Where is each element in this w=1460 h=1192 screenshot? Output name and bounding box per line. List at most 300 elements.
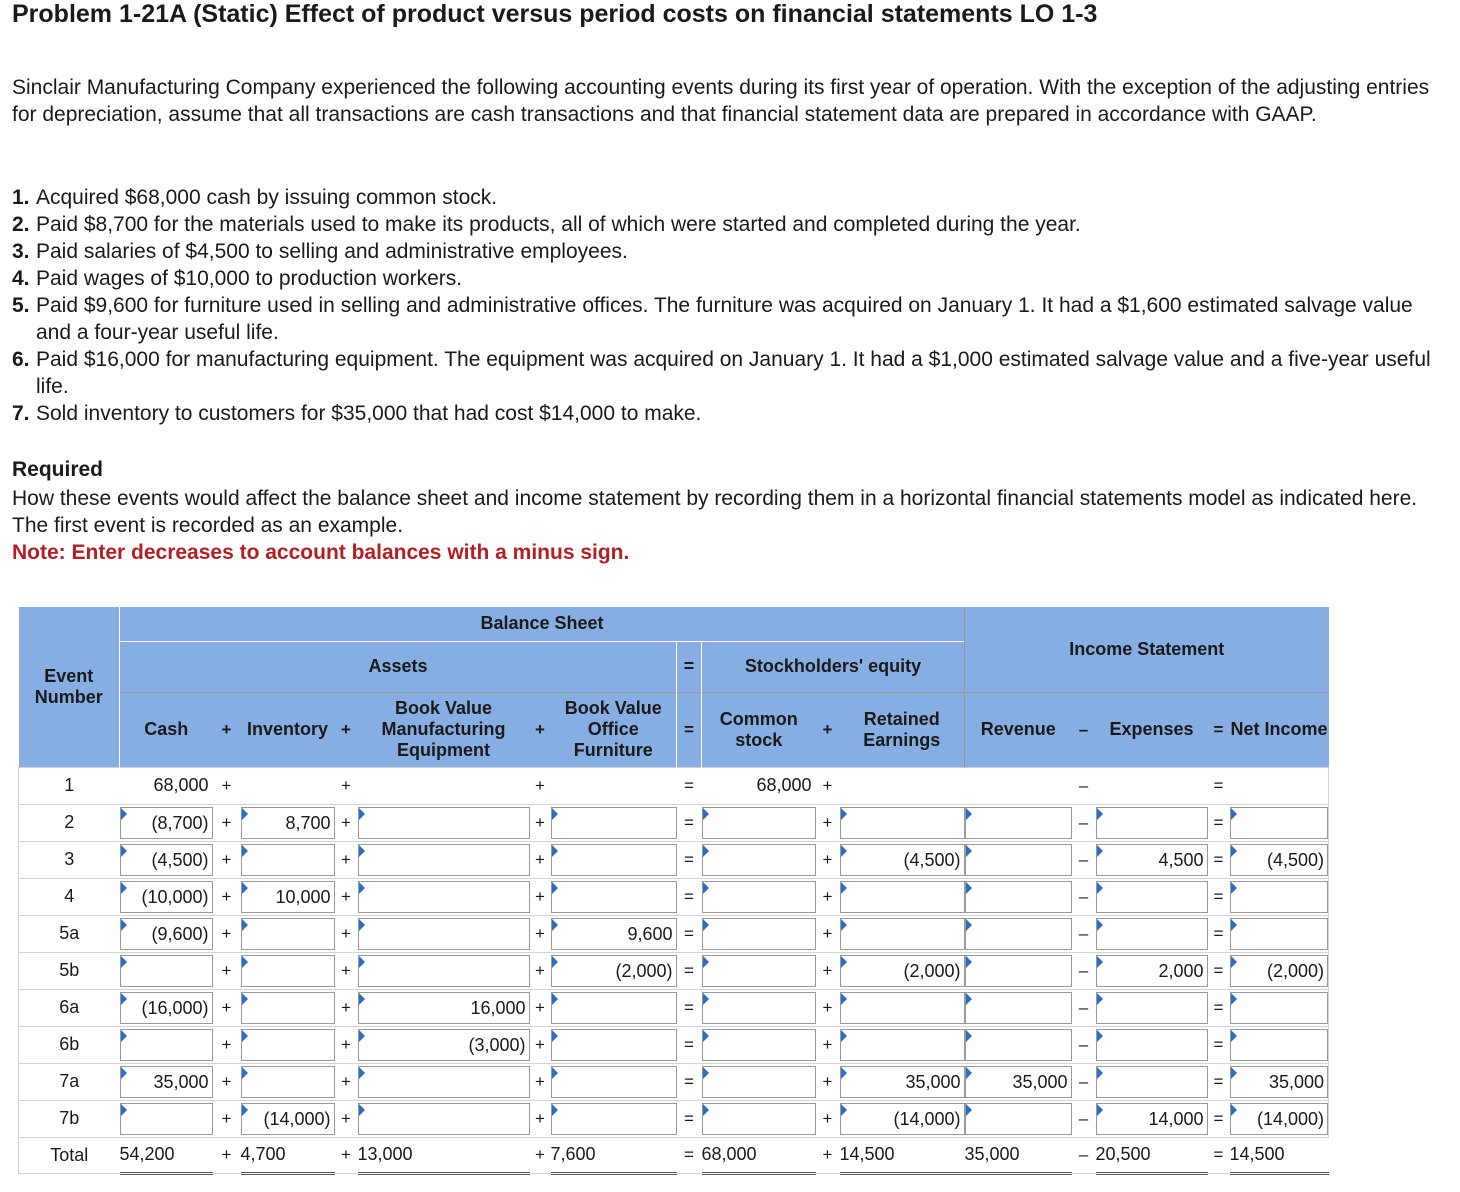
expenses-input[interactable] xyxy=(1096,992,1208,1024)
retained-earnings-input[interactable] xyxy=(840,1066,965,1098)
expenses-cell xyxy=(1096,989,1208,1026)
equals-operator: = xyxy=(677,989,702,1026)
inventory-input[interactable] xyxy=(241,881,335,913)
event-number-cell: 6a xyxy=(19,989,120,1026)
net-income-input[interactable] xyxy=(1230,1103,1329,1135)
equals-operator: = xyxy=(1208,915,1230,952)
input-value: 2,000 xyxy=(1158,960,1204,981)
stockholders-equity-header: Stockholders' equity xyxy=(702,641,965,692)
cash-input[interactable] xyxy=(120,918,213,950)
revenue-cell xyxy=(965,1100,1072,1137)
cash-input[interactable] xyxy=(120,992,213,1024)
common-stock-input[interactable] xyxy=(702,881,816,913)
event-number-cell: 7a xyxy=(19,1063,120,1100)
net-income-cell xyxy=(1230,804,1329,841)
input-value: (2,000) xyxy=(615,960,673,981)
common-stock-input[interactable] xyxy=(702,1103,816,1135)
revenue-input[interactable] xyxy=(965,1103,1072,1135)
minus-operator: – xyxy=(1072,1137,1096,1173)
event-number-cell: 1 xyxy=(19,767,120,804)
retained-earnings-cell xyxy=(840,1100,965,1137)
inventory-input[interactable] xyxy=(241,992,335,1024)
plus-operator: + xyxy=(816,841,840,878)
mfg-equipment-input[interactable] xyxy=(358,992,530,1024)
office-furniture-input[interactable] xyxy=(551,1103,677,1135)
input-value: (16,000) xyxy=(141,997,209,1018)
input-value: 8,700 xyxy=(285,812,331,833)
input-value: (14,000) xyxy=(893,1108,961,1129)
office-furniture-input[interactable] xyxy=(551,1029,677,1061)
plus-operator: + xyxy=(335,915,358,952)
common-stock-cell xyxy=(702,952,816,989)
mfg-equipment-input[interactable] xyxy=(358,1029,530,1061)
plus-operator: + xyxy=(816,767,840,804)
mfg-equipment-input[interactable] xyxy=(358,881,530,913)
office-furniture-input[interactable] xyxy=(551,992,677,1024)
retained-earnings-input[interactable] xyxy=(840,881,965,913)
plus-operator: + xyxy=(530,878,551,915)
net-income-input[interactable] xyxy=(1230,881,1329,913)
total-row xyxy=(19,1137,1329,1173)
expenses-input[interactable] xyxy=(1096,844,1208,876)
revenue-cell xyxy=(965,878,1072,915)
plus-operator: + xyxy=(213,989,241,1026)
table-row xyxy=(19,989,1329,1026)
table-row xyxy=(19,1100,1329,1137)
inventory-cell xyxy=(241,878,335,915)
expenses-input[interactable] xyxy=(1096,1029,1208,1061)
plus-operator: + xyxy=(530,1100,551,1137)
office-furniture-input[interactable] xyxy=(551,1066,677,1098)
plus-operator: + xyxy=(213,767,241,804)
cash-input[interactable] xyxy=(120,844,213,876)
plus-operator: + xyxy=(335,952,358,989)
plus-operator: + xyxy=(335,878,358,915)
common-stock-input[interactable] xyxy=(702,1066,816,1098)
input-value: (14,000) xyxy=(1256,1108,1324,1129)
common-stock-cell xyxy=(702,915,816,952)
plus-operator: + xyxy=(816,952,840,989)
mfg-equipment-cell xyxy=(358,1063,530,1100)
net-income-cell: 14,500 xyxy=(1230,1137,1329,1173)
required-heading: Required xyxy=(12,458,104,481)
input-value: 35,000 xyxy=(1268,1071,1324,1092)
table-row xyxy=(19,878,1329,915)
inventory-cell xyxy=(241,1026,335,1063)
event-number-cell: 3 xyxy=(19,841,120,878)
minus-operator: – xyxy=(1072,1026,1096,1063)
cash-input[interactable] xyxy=(120,1103,213,1135)
equals-operator: = xyxy=(677,841,702,878)
list-item: 7. Sold inventory to customers for $35,000 that had cost $14,000 to make. xyxy=(12,402,702,425)
common-stock-cell xyxy=(702,878,816,915)
note-text: Note: Enter decreases to account balances with a minus sign. xyxy=(12,541,630,564)
revenue-cell xyxy=(965,952,1072,989)
input-value: 14,000 xyxy=(1148,1108,1204,1129)
plus-operator: + xyxy=(335,767,358,804)
equals-operator: = xyxy=(677,1100,702,1137)
list-item: 4. Paid wages of $10,000 to production workers. xyxy=(12,267,463,290)
retained-earnings-cell xyxy=(840,989,965,1026)
office-furniture-column-header: Book Value Office Furniture xyxy=(551,692,677,767)
common-stock-cell xyxy=(702,1063,816,1100)
plus-operator: + xyxy=(213,1137,241,1173)
plus-operator: + xyxy=(530,952,551,989)
mfg-equipment-column-header: Book Value Manufacturing Equipment xyxy=(358,692,530,767)
financial-statements-model xyxy=(18,607,1329,1175)
list-item: 3. Paid salaries of $4,500 to selling and administrative employees. xyxy=(12,240,628,263)
retained-earnings-cell xyxy=(840,952,965,989)
net-income-input[interactable] xyxy=(1230,1066,1329,1098)
income-statement-header: Income Statement xyxy=(965,607,1329,692)
equals-operator: = xyxy=(1208,804,1230,841)
list-item: 2. Paid $8,700 for the materials used to make its products, all of which were started and completed during the year. xyxy=(12,213,1081,236)
retained-earnings-cell xyxy=(840,1063,965,1100)
net-income-column-header: Net Income xyxy=(1230,692,1329,767)
net-income-input[interactable] xyxy=(1230,918,1329,950)
mfg-equipment-cell xyxy=(358,767,530,804)
input-value: (4,500) xyxy=(903,849,961,870)
event-number-cell: 4 xyxy=(19,878,120,915)
inventory-cell xyxy=(241,989,335,1026)
cash-cell xyxy=(120,1026,213,1063)
cash-cell xyxy=(120,1063,213,1100)
events-list xyxy=(12,184,1432,427)
common-stock-cell xyxy=(702,1100,816,1137)
event-number-cell: 6b xyxy=(19,1026,120,1063)
minus-operator: – xyxy=(1072,915,1096,952)
equals-operator: = xyxy=(1208,878,1230,915)
plus-operator: + xyxy=(335,1100,358,1137)
office-furniture-input[interactable] xyxy=(551,955,677,987)
event-number-cell: Total xyxy=(19,1137,120,1173)
cash-input[interactable] xyxy=(120,1066,213,1098)
revenue-cell xyxy=(965,1063,1072,1100)
cash-cell xyxy=(120,952,213,989)
net-income-cell xyxy=(1230,1100,1329,1137)
input-value: (2,000) xyxy=(903,960,961,981)
expenses-cell xyxy=(1096,915,1208,952)
plus-operator: + xyxy=(530,915,551,952)
equals-operator: = xyxy=(677,878,702,915)
minus-operator: – xyxy=(1072,1063,1096,1100)
office-furniture-cell xyxy=(551,878,677,915)
net-income-input[interactable] xyxy=(1230,955,1329,987)
revenue-input[interactable] xyxy=(965,807,1072,839)
mfg-equipment-cell xyxy=(358,989,530,1026)
table-row xyxy=(19,915,1329,952)
plus-operator: + xyxy=(530,1063,551,1100)
common-stock-input[interactable] xyxy=(702,918,816,950)
retained-earnings-input[interactable] xyxy=(840,1103,965,1135)
revenue-cell xyxy=(965,915,1072,952)
input-value: 9,600 xyxy=(627,923,673,944)
plus-operator: + xyxy=(335,989,358,1026)
inventory-column-header: Inventory xyxy=(241,692,335,767)
plus-operator: + xyxy=(213,1063,241,1100)
cash-input[interactable] xyxy=(120,1029,213,1061)
input-value: (2,000) xyxy=(1266,960,1324,981)
common-stock-input[interactable] xyxy=(702,992,816,1024)
minus-operator: – xyxy=(1072,767,1096,804)
equals-operator: = xyxy=(677,641,702,692)
common-stock-input[interactable] xyxy=(702,807,816,839)
list-item: 1. Acquired $68,000 cash by issuing common stock. xyxy=(12,186,498,209)
office-furniture-cell xyxy=(551,989,677,1026)
input-value: (9,600) xyxy=(151,923,209,944)
required-text: How these events would affect the balance sheet and income statement by recording them in a horizontal financial statements model as indicated here. The first event is recorded as an example. Note: Enter decreases to account balances with a minus sign. xyxy=(12,487,1418,564)
expenses-input[interactable] xyxy=(1096,1066,1208,1098)
revenue-input[interactable] xyxy=(965,881,1072,913)
expenses-input[interactable] xyxy=(1096,1103,1208,1135)
retained-earnings-cell: 14,500 xyxy=(840,1137,965,1173)
minus-operator: – xyxy=(1072,841,1096,878)
revenue-input[interactable] xyxy=(965,918,1072,950)
net-income-input[interactable] xyxy=(1230,1029,1329,1061)
plus-operator: + xyxy=(816,804,840,841)
input-value: 35,000 xyxy=(153,1071,209,1092)
revenue-input[interactable] xyxy=(965,955,1072,987)
revenue-column-header: Revenue xyxy=(965,692,1072,767)
cash-cell xyxy=(120,804,213,841)
office-furniture-cell xyxy=(551,952,677,989)
plus-operator: + xyxy=(213,841,241,878)
net-income-cell xyxy=(1230,767,1329,804)
equals-operator: = xyxy=(1208,1063,1230,1100)
mfg-equipment-cell xyxy=(358,878,530,915)
equals-operator: = xyxy=(677,767,702,804)
net-income-cell xyxy=(1230,989,1329,1026)
minus-operator: – xyxy=(1072,804,1096,841)
cash-cell xyxy=(120,878,213,915)
expenses-input[interactable] xyxy=(1096,807,1208,839)
input-value: (3,000) xyxy=(468,1034,526,1055)
plus-operator: + xyxy=(816,878,840,915)
retained-earnings-cell xyxy=(840,841,965,878)
expenses-input[interactable] xyxy=(1096,918,1208,950)
table-row xyxy=(19,1026,1329,1063)
equals-operator: = xyxy=(677,804,702,841)
common-stock-cell xyxy=(702,804,816,841)
event-number-header: Event Number xyxy=(19,607,120,767)
inventory-cell xyxy=(241,1063,335,1100)
minus-operator: – xyxy=(1072,1100,1096,1137)
inventory-input[interactable] xyxy=(241,918,335,950)
table-row xyxy=(19,1063,1329,1100)
office-furniture-cell: 7,600 xyxy=(551,1137,677,1173)
office-furniture-input[interactable] xyxy=(551,881,677,913)
problem-title: Problem 1-21A (Static) Effect of product versus period costs on financial statements LO 1-3 xyxy=(12,0,1098,28)
plus-operator: + xyxy=(816,915,840,952)
expenses-cell xyxy=(1096,767,1208,804)
mfg-equipment-input[interactable] xyxy=(358,1103,530,1135)
expenses-input[interactable] xyxy=(1096,955,1208,987)
input-value: (4,500) xyxy=(1266,849,1324,870)
equals-operator: = xyxy=(1208,841,1230,878)
equals-operator: = xyxy=(677,1026,702,1063)
plus-operator: + xyxy=(335,1026,358,1063)
revenue-cell: 35,000 xyxy=(965,1137,1072,1173)
expenses-input[interactable] xyxy=(1096,881,1208,913)
cash-input[interactable] xyxy=(120,881,213,913)
net-income-cell xyxy=(1230,915,1329,952)
minus-operator: – xyxy=(1072,952,1096,989)
plus-operator: + xyxy=(530,692,551,767)
expenses-cell xyxy=(1096,1026,1208,1063)
inventory-input[interactable] xyxy=(241,807,335,839)
revenue-input[interactable] xyxy=(965,844,1072,876)
revenue-input[interactable] xyxy=(965,1066,1072,1098)
equals-operator: = xyxy=(677,952,702,989)
input-value: 35,000 xyxy=(1012,1071,1068,1092)
inventory-input[interactable] xyxy=(241,955,335,987)
mfg-equipment-input[interactable] xyxy=(358,844,530,876)
net-income-cell xyxy=(1230,952,1329,989)
net-income-cell xyxy=(1230,841,1329,878)
common-stock-input[interactable] xyxy=(702,844,816,876)
revenue-cell xyxy=(965,1026,1072,1063)
table-row xyxy=(19,952,1329,989)
retained-earnings-input[interactable] xyxy=(840,807,965,839)
minus-operator: – xyxy=(1072,878,1096,915)
input-value: (10,000) xyxy=(141,886,209,907)
common-stock-input[interactable] xyxy=(702,955,816,987)
plus-operator: + xyxy=(213,692,241,767)
cash-cell xyxy=(120,989,213,1026)
inventory-input[interactable] xyxy=(241,844,335,876)
equals-operator: = xyxy=(677,1063,702,1100)
mfg-equipment-cell: 13,000 xyxy=(358,1137,530,1173)
mfg-equipment-cell xyxy=(358,841,530,878)
net-income-input[interactable] xyxy=(1230,807,1329,839)
net-income-input[interactable] xyxy=(1230,844,1329,876)
office-furniture-input[interactable] xyxy=(551,918,677,950)
equals-operator: = xyxy=(677,692,702,767)
office-furniture-cell xyxy=(551,1100,677,1137)
net-income-cell xyxy=(1230,878,1329,915)
net-income-input[interactable] xyxy=(1230,992,1329,1024)
plus-operator: + xyxy=(530,989,551,1026)
revenue-cell xyxy=(965,767,1072,804)
cash-input[interactable] xyxy=(120,807,213,839)
office-furniture-input[interactable] xyxy=(551,807,677,839)
event-number-cell: 2 xyxy=(19,804,120,841)
office-furniture-cell xyxy=(551,767,677,804)
expenses-cell xyxy=(1096,804,1208,841)
plus-operator: + xyxy=(213,804,241,841)
equals-operator: = xyxy=(1208,767,1230,804)
equals-operator: = xyxy=(1208,692,1230,767)
inventory-cell xyxy=(241,915,335,952)
plus-operator: + xyxy=(816,1063,840,1100)
equals-operator: = xyxy=(1208,952,1230,989)
table-row xyxy=(19,804,1329,841)
office-furniture-cell xyxy=(551,804,677,841)
equals-operator: = xyxy=(1208,989,1230,1026)
common-stock-cell xyxy=(702,1026,816,1063)
common-stock-input[interactable] xyxy=(702,1029,816,1061)
office-furniture-cell xyxy=(551,1063,677,1100)
cash-input[interactable] xyxy=(120,955,213,987)
event-number-cell: 5a xyxy=(19,915,120,952)
plus-operator: + xyxy=(530,804,551,841)
input-value: 35,000 xyxy=(905,1071,961,1092)
plus-operator: + xyxy=(816,989,840,1026)
minus-operator: – xyxy=(1072,989,1096,1026)
mfg-equipment-cell xyxy=(358,952,530,989)
plus-operator: + xyxy=(530,767,551,804)
mfg-equipment-input[interactable] xyxy=(358,918,530,950)
office-furniture-cell xyxy=(551,841,677,878)
inventory-input[interactable] xyxy=(241,1029,335,1061)
inventory-input[interactable] xyxy=(241,1066,335,1098)
plus-operator: + xyxy=(335,1137,358,1173)
mfg-equipment-cell xyxy=(358,915,530,952)
expenses-cell: 20,500 xyxy=(1096,1137,1208,1173)
mfg-equipment-input[interactable] xyxy=(358,807,530,839)
revenue-input[interactable] xyxy=(965,1029,1072,1061)
inventory-cell xyxy=(241,952,335,989)
retained-earnings-input[interactable] xyxy=(840,844,965,876)
mfg-equipment-cell xyxy=(358,804,530,841)
retained-earnings-input[interactable] xyxy=(840,955,965,987)
mfg-equipment-cell xyxy=(358,1026,530,1063)
balance-sheet-header: Balance Sheet xyxy=(120,607,965,641)
retained-earnings-cell xyxy=(840,878,965,915)
inventory-cell xyxy=(241,804,335,841)
mfg-equipment-cell xyxy=(358,1100,530,1137)
input-value: 10,000 xyxy=(275,886,331,907)
mfg-equipment-input[interactable] xyxy=(358,1066,530,1098)
retained-earnings-cell xyxy=(840,1026,965,1063)
plus-operator: + xyxy=(816,692,840,767)
mfg-equipment-input[interactable] xyxy=(358,955,530,987)
office-furniture-cell xyxy=(551,1026,677,1063)
plus-operator: + xyxy=(213,1100,241,1137)
list-item: 6. Paid $16,000 for manufacturing equipment. The equipment was acquired on January 1. It had a $1,000 estimated salvage value and a five-year useful life. xyxy=(12,348,1431,398)
assets-header: Assets xyxy=(120,641,677,692)
input-value: 4,500 xyxy=(1158,849,1204,870)
equals-operator: = xyxy=(677,915,702,952)
inventory-input[interactable] xyxy=(241,1103,335,1135)
retained-earnings-input[interactable] xyxy=(840,918,965,950)
office-furniture-cell xyxy=(551,915,677,952)
retained-earnings-input[interactable] xyxy=(840,992,965,1024)
plus-operator: + xyxy=(213,878,241,915)
plus-operator: + xyxy=(213,915,241,952)
revenue-cell xyxy=(965,989,1072,1026)
input-value: 16,000 xyxy=(470,997,526,1018)
plus-operator: + xyxy=(335,841,358,878)
plus-operator: + xyxy=(213,1026,241,1063)
cash-cell xyxy=(120,1100,213,1137)
retained-earnings-input[interactable] xyxy=(840,1029,965,1061)
office-furniture-input[interactable] xyxy=(551,844,677,876)
revenue-input[interactable] xyxy=(965,992,1072,1024)
cash-cell xyxy=(120,841,213,878)
event-number-cell: 5b xyxy=(19,952,120,989)
retained-earnings-cell xyxy=(840,767,965,804)
inventory-cell xyxy=(241,1100,335,1137)
revenue-cell xyxy=(965,841,1072,878)
expenses-column-header: Expenses xyxy=(1096,692,1208,767)
plus-operator: + xyxy=(816,1137,840,1173)
input-value: (4,500) xyxy=(151,849,209,870)
equals-operator: = xyxy=(1208,1100,1230,1137)
retained-earnings-column-header: Retained Earnings xyxy=(840,692,965,767)
expenses-cell xyxy=(1096,841,1208,878)
expenses-cell xyxy=(1096,1100,1208,1137)
